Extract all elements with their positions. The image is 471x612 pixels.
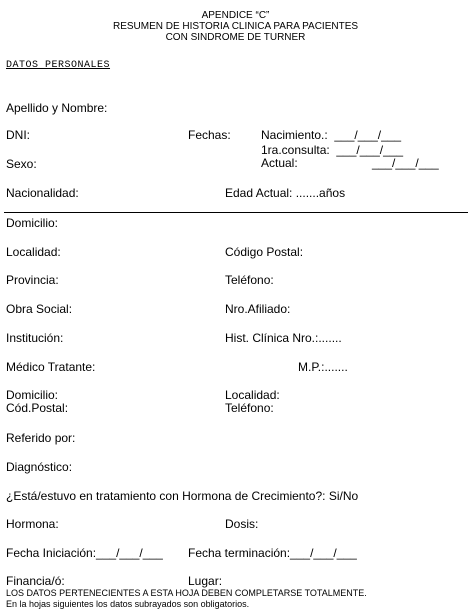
- domicilio-field: Domicilio:: [6, 216, 59, 230]
- lugar-field: Lugar:: [188, 574, 223, 588]
- fechas-label: Fechas:: [188, 128, 231, 142]
- provincia-field: Provincia:: [6, 273, 59, 287]
- divider: [4, 212, 468, 213]
- appendix-title: APENDICE “C”: [201, 10, 270, 21]
- hormona-field: Hormona:: [6, 517, 59, 531]
- fecha-iniciacion-field: Fecha Iniciación:___/___/___: [6, 546, 163, 560]
- referido-por-field: Referido por:: [6, 431, 76, 445]
- actual-date-blank: ___/___/___: [372, 156, 439, 170]
- codigo-postal-field: Código Postal:: [225, 245, 304, 259]
- apellido-nombre-field: Apellido y Nombre:: [6, 101, 108, 115]
- medico-tratante-field: Médico Tratante:: [6, 360, 96, 374]
- institucion-field: Institución:: [6, 331, 64, 345]
- diagnostico-field: Diagnóstico:: [6, 460, 73, 474]
- form-subtitle: CON SINDROME DE TURNER: [165, 32, 306, 43]
- dni-field: DNI:: [6, 128, 30, 142]
- tratamiento-hormona-question: ¿Está/estuvo en tratamiento con Hormona de Crecimiento?: Si/No: [6, 489, 359, 503]
- fecha-terminacion-field: Fecha terminación:___/___/___: [188, 546, 357, 560]
- footer-note-required: LOS DATOS PERTENECIENTES A ESTA HOJA DEBEN COMPLETARSE TOTALMENTE.: [6, 588, 367, 598]
- localidad-medico-field: Localidad:: [225, 388, 280, 402]
- sexo-field: Sexo:: [6, 157, 37, 171]
- financia-field: Financia/ó:: [6, 574, 65, 588]
- footer-note-underlined: En la hojas siguientes los datos subrayados son obligatorios.: [6, 599, 250, 609]
- codigo-postal-medico-field: Cód.Postal:: [6, 401, 69, 415]
- telefono-field: Teléfono:: [225, 273, 274, 287]
- nacimiento-field: Nacimiento.: ___/___/___: [261, 128, 402, 142]
- primera-consulta-field: 1ra.consulta: ___/___/___: [261, 143, 404, 157]
- dosis-field: Dosis:: [225, 517, 259, 531]
- nro-afiliado-field: Nro.Afiliado:: [225, 302, 291, 316]
- matricula-field: M.P.:.......: [298, 360, 348, 374]
- historia-clinica-field: Hist. Clínica Nro.:.......: [225, 331, 342, 345]
- telefono-medico-field: Teléfono:: [225, 401, 274, 415]
- form-title: RESUMEN DE HISTORIA CLINICA PARA PACIENTES: [112, 21, 359, 32]
- edad-actual-field: Edad Actual: .......años: [225, 186, 346, 200]
- obra-social-field: Obra Social:: [6, 302, 73, 316]
- section-title: DATOS PERSONALES: [6, 60, 111, 71]
- nacionalidad-field: Nacionalidad:: [6, 186, 79, 200]
- domicilio-medico-field: Domicilio:: [6, 388, 59, 402]
- actual-date-label: Actual:: [261, 156, 298, 170]
- localidad-field: Localidad:: [6, 245, 61, 259]
